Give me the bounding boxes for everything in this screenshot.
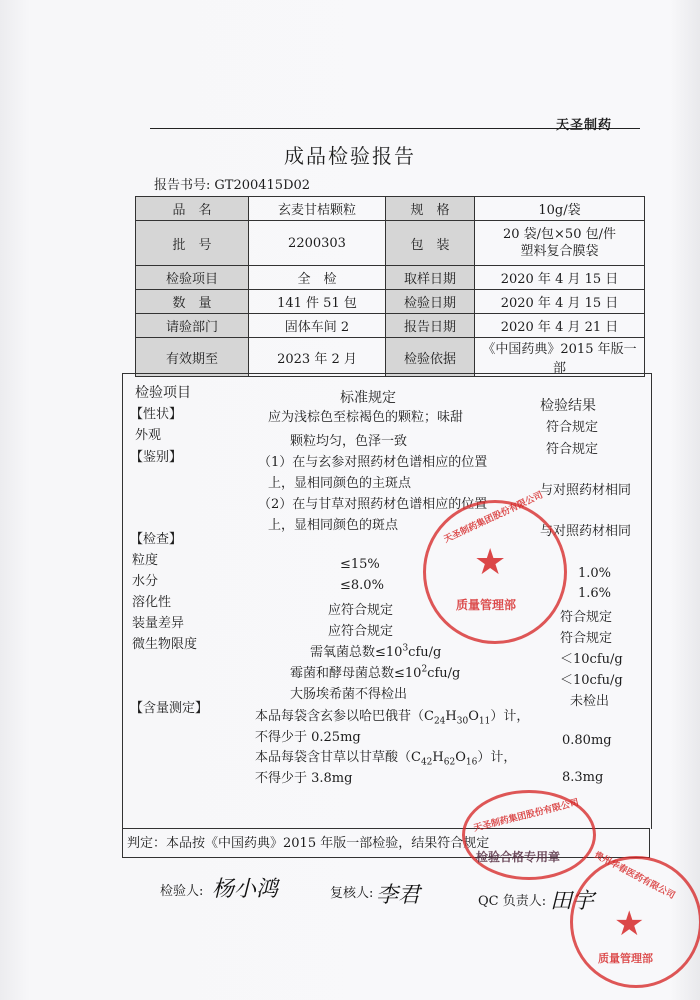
moisture-standard: ≤8.0%	[340, 578, 384, 593]
reviewer-signature: 李君	[376, 883, 421, 908]
label-batch: 批 号	[136, 221, 249, 266]
ident-1-line-1: （1）在与玄参对照药材色谱相应的位置	[258, 455, 488, 470]
assay-1-o: O	[468, 709, 479, 724]
fill-variance-result: 符合规定	[560, 631, 613, 646]
value-batch: 2200303	[249, 221, 386, 266]
assay-2-sub-c: 42	[420, 757, 433, 768]
yeast-unit: cfu/g	[427, 666, 461, 681]
assay-2-sub-h: 62	[443, 757, 456, 768]
outlook-standard: 颗粒均匀，色泽一致	[290, 434, 408, 449]
inspector-signature: 杨小鸿	[212, 877, 279, 902]
info-row-name	[136, 197, 645, 221]
item-microbial: 微生物限度	[132, 637, 198, 652]
qc-label: QC 负责人:	[478, 894, 547, 909]
results-header-result: 检验结果	[540, 398, 596, 414]
value-quantity: 141 件 51 包	[249, 290, 386, 314]
yeast-exponent: 2	[421, 664, 428, 675]
ident-2-line-2: 上，显相同颜色的斑点	[268, 518, 399, 533]
microbial-ecoli-result: 未检出	[570, 694, 610, 709]
dissolution-result: 符合规定	[560, 610, 613, 625]
seal-3-star-icon: ★	[614, 904, 645, 944]
qc-signature: 田宇	[550, 889, 595, 914]
seal-3-upper: 贵州华春医药有限公司	[592, 850, 677, 902]
label-expiry: 有效期至	[136, 338, 249, 377]
label-test-item: 检验项目	[136, 266, 249, 290]
label-test-date: 检验日期	[386, 290, 475, 314]
appearance-result: 符合规定	[546, 420, 599, 435]
ident-2-line-1: （2）在与甘草对照药材色谱相应的位置	[258, 497, 488, 512]
section-inspection: 【检查】	[130, 532, 183, 547]
microbial-ecoli-standard: 大肠埃希菌不得检出	[290, 687, 408, 702]
microbial-yeast-standard	[290, 662, 460, 681]
dissolution-standard: 应符合规定	[328, 603, 394, 618]
info-row-batch	[136, 221, 645, 266]
value-sampling-date: 2020 年 4 月 15 日	[475, 266, 645, 290]
seal-1-lower: 质量管理部	[456, 598, 517, 612]
value-department: 固体车间 2	[249, 314, 386, 338]
seal-2-upper: 天圣制药集团股份有限公司	[472, 798, 580, 834]
header-rule	[150, 128, 640, 129]
assay-2-line-1	[255, 746, 516, 768]
assay-1-line-2: 不得少于 0.25mg	[255, 730, 361, 745]
value-expiry: 2023 年 2 月	[249, 338, 386, 377]
assay-1-line-1	[255, 705, 529, 727]
label-sampling-date: 取样日期	[386, 266, 475, 290]
report-number-value: GT200415D02	[214, 178, 311, 193]
outlook-result: 符合规定	[546, 442, 599, 457]
assay-2-h: H	[432, 750, 444, 765]
microbial-yeast-result: ＜10cfu/g	[560, 673, 623, 688]
seal-1-upper: 天圣制药集团股份有限公司	[442, 490, 545, 546]
assay-1-h: H	[445, 709, 457, 724]
value-product-name: 玄麦甘桔颗粒	[249, 197, 386, 221]
assay-1-result: 0.80mg	[562, 733, 612, 748]
results-header-item: 检验项目	[135, 385, 191, 401]
granularity-standard: ≤15%	[340, 557, 380, 572]
ident-1-result: 与对照药材相同	[540, 483, 632, 498]
label-department: 请验部门	[136, 314, 249, 338]
reviewer-label: 复核人:	[330, 886, 374, 901]
report-title: 成品检验报告	[284, 144, 416, 168]
inspector-label: 检验人:	[160, 884, 204, 899]
results-header-standard: 标准规定	[340, 390, 396, 406]
seal-3-lower: 质量管理部	[598, 952, 653, 965]
info-row-expiry	[136, 338, 645, 377]
package-line-1: 20 袋/包×50 包/件	[502, 227, 616, 242]
report-number-label: 报告书号:	[154, 178, 211, 193]
value-test-item: 全 检	[249, 266, 386, 290]
label-package: 包 装	[386, 221, 475, 266]
assay-1-sub-h: 30	[456, 716, 469, 727]
report-number	[150, 174, 310, 193]
moisture-result: 1.6%	[578, 586, 612, 601]
label-report-date: 报告日期	[386, 314, 475, 338]
label-product-name: 品 名	[136, 197, 249, 221]
section-identification: 【鉴别】	[130, 450, 183, 465]
assay-2-result: 8.3mg	[562, 770, 604, 785]
value-package	[475, 221, 645, 266]
info-row-test-item	[136, 266, 645, 290]
value-basis: 《中国药典》2015 年版一部	[475, 338, 645, 377]
ident-1-line-2: 上，显相同颜色的主斑点	[268, 476, 412, 491]
appearance-standard: 应为浅棕色至棕褐色的颗粒；味甜	[268, 410, 464, 425]
granularity-result: 1.0%	[578, 566, 612, 581]
assay-1-sub-c: 24	[433, 716, 446, 727]
value-report-date: 2020 年 4 月 21 日	[475, 314, 645, 338]
item-outlook: 外观	[135, 428, 162, 443]
verdict-row: 判定：本品按《中国药典》2015 年版一部检验，结果符合规定	[122, 828, 650, 858]
assay-2-line-2: 不得少于 3.8mg	[255, 771, 353, 786]
microbial-aerobic-standard	[310, 641, 441, 660]
product-info-table	[135, 196, 645, 377]
ident-2-result: 与对照药材相同	[540, 524, 632, 539]
label-spec: 规 格	[386, 197, 475, 221]
value-spec: 10g/袋	[475, 197, 645, 221]
label-quantity: 数 量	[136, 290, 249, 314]
info-row-quantity	[136, 290, 645, 314]
assay-2-sub-o: 16	[465, 757, 478, 768]
info-row-department	[136, 314, 645, 338]
item-fill-variance: 装量差异	[132, 616, 185, 631]
value-test-date: 2020 年 4 月 15 日	[475, 290, 645, 314]
fill-variance-standard: 应符合规定	[328, 624, 394, 639]
brand-label: 天圣制药	[556, 118, 613, 133]
assay-2-tail: ）计，	[477, 750, 517, 765]
package-line-2: 塑料复合膜袋	[520, 244, 599, 259]
label-basis: 检验依据	[386, 338, 475, 377]
assay-2-o: O	[455, 750, 466, 765]
item-granularity: 粒度	[132, 553, 159, 568]
section-assay: 【含量测定】	[130, 701, 209, 716]
yeast-text: 霉菌和酵母菌总数≤10	[290, 666, 422, 681]
section-appearance: 【性状】	[130, 407, 183, 422]
assay-1-tail: ）计，	[490, 709, 530, 724]
aerobic-exponent: 3	[402, 643, 409, 654]
assay-2-text: 本品每袋含甘草以甘草酸（C	[255, 750, 421, 765]
item-moisture: 水分	[132, 574, 159, 589]
assay-1-sub-o: 11	[478, 716, 491, 727]
aerobic-text: 需氧菌总数≤10	[310, 645, 403, 660]
seal-1-star-icon: ★	[474, 542, 507, 583]
item-dissolution: 溶化性	[132, 595, 172, 610]
aerobic-unit: cfu/g	[408, 645, 442, 660]
assay-1-text: 本品每袋含玄参以哈巴俄苷（C	[255, 709, 434, 724]
seal-2-lower: 检验合格专用章	[476, 850, 561, 864]
microbial-aerobic-result: ＜10cfu/g	[560, 652, 623, 667]
